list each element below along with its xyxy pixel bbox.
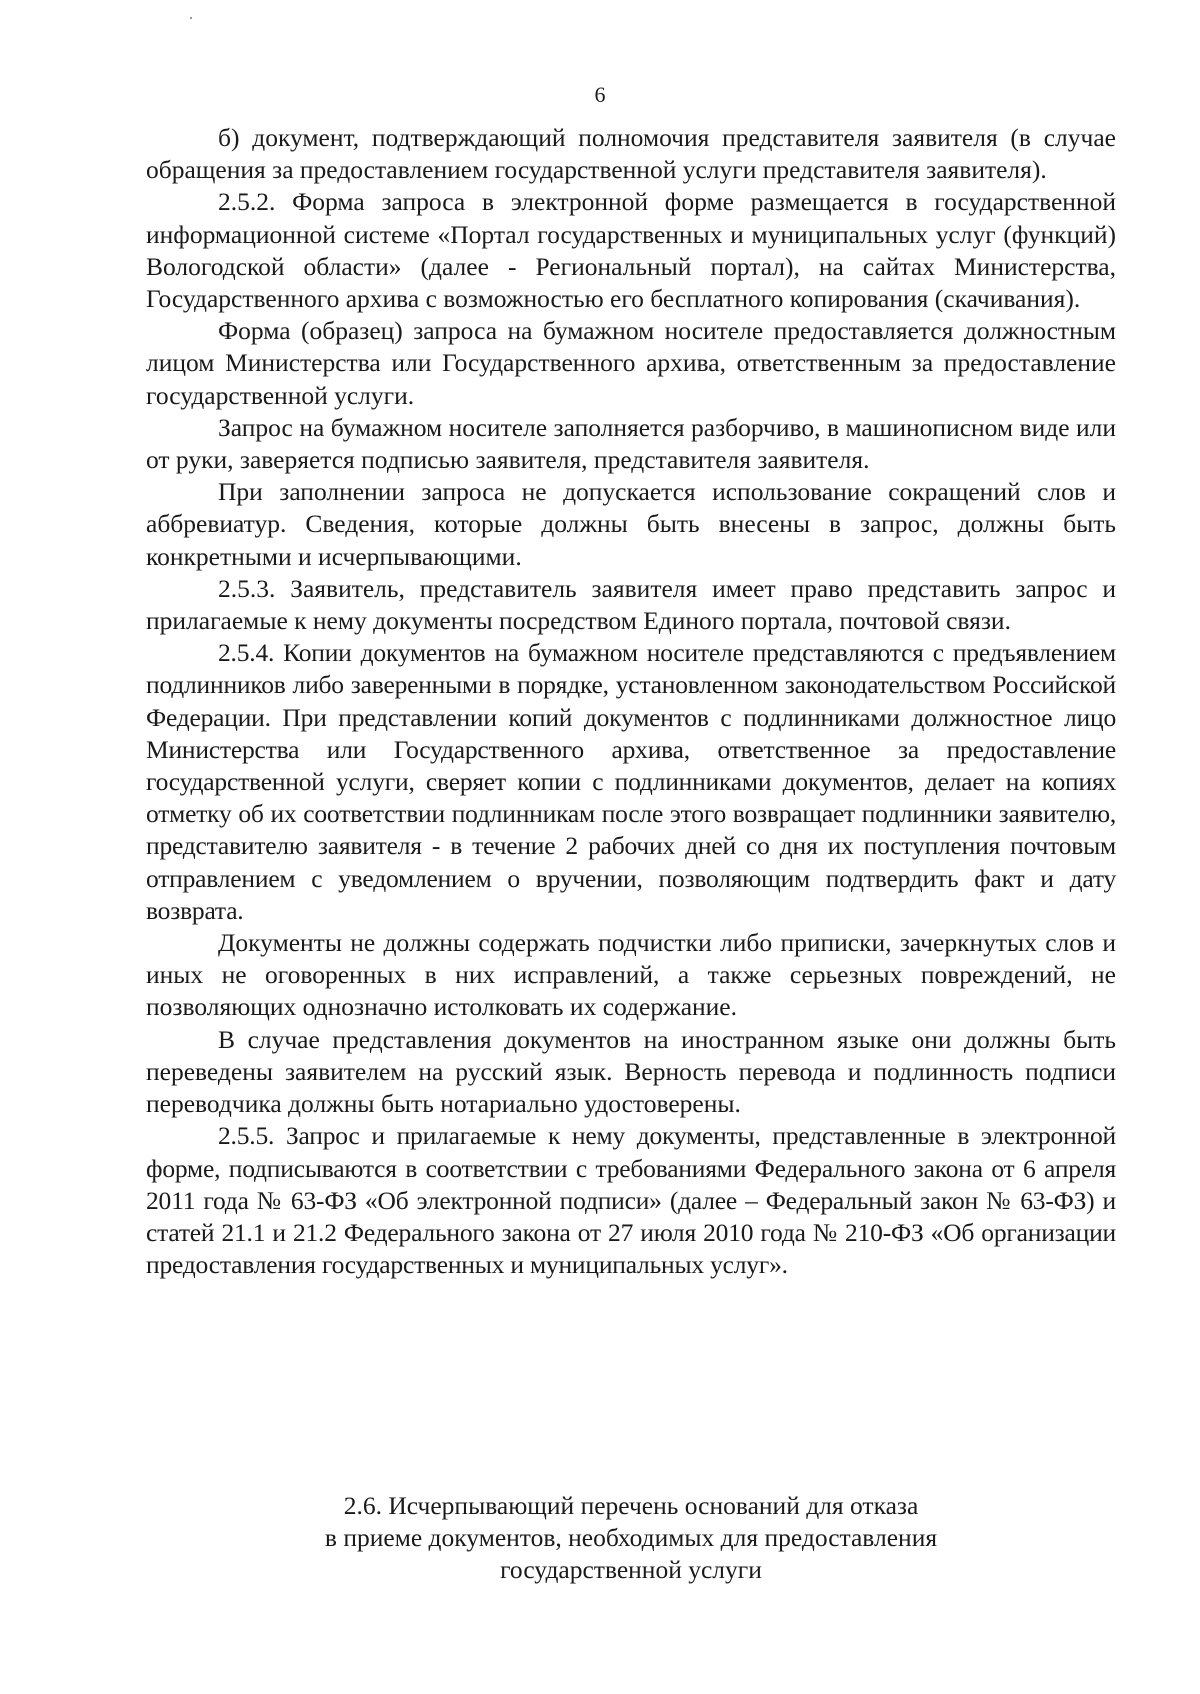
section-heading-2-6 — [146, 1490, 1116, 1586]
paragraph-2-5-2: 2.5.2. Форма запроса в электронной форме размещается в государственной информационной системе «Портал государственных и муниципальных услуг (функций) Вологодской области» (далее - Региональный портал), на сайтах Министерства, Государственного архива с возможностью его бесплатного копирования (скачивания). — [146, 187, 1116, 314]
section-heading-line: 2.6. Исчерпывающий перечень оснований для отказа — [343, 1491, 919, 1520]
paragraph-2-5-3: 2.5.3. Заявитель, представитель заявителя имеет право представить запрос и прилагаемые к нему документы посредством Единого портала, почтовой связи. — [146, 573, 1116, 636]
section-heading-line: в приеме документов, необходимых для предоставления — [324, 1523, 938, 1552]
paragraph-2-5-4: 2.5.4. Копии документов на бумажном носителе представляются с предъявлением подлинников либо заверенными в порядке, установленном законодательством Российской Федерации. При представлении копий документов с подлинниками должностное лицо Министерства или Государственного архива, ответственное за предоставление государственной услуги, сверяет копии с подлинниками документов, делает на копиях отметку об их соответствии подлинникам после этого возвращает подлинники заявителю, представителю заявителя - в течение 2 рабочих дней со дня их поступления почтовым отправлением с уведомлением о вручении, позволяющим подтвердить факт и дату возврата. — [146, 638, 1116, 925]
paragraph-paper-form: Форма (образец) запроса на бумажном носителе предоставляется должностным лицом Министерства или Государственного архива, ответственным за предоставление государственной услуги. — [146, 316, 1116, 410]
scan-speck — [190, 17, 192, 19]
section-heading-line: государственной услуги — [500, 1555, 762, 1584]
paragraph-paper-request-filling: Запрос на бумажном носителе заполняется разборчиво, в машинописном виде или от руки, заверяется подписью заявителя, представителя заявителя. — [146, 412, 1116, 475]
paragraph-no-abbreviations: При заполнении запроса не допускается использование сокращений слов и аббревиатур. Сведения, которые должны быть внесены в запрос, должны быть конкретными и исчерпывающими. — [146, 477, 1116, 571]
paragraph-b-representative-document: б) документ, подтверждающий полномочия представителя заявителя (в случае обращения за предоставлением государственной услуги представителя заявителя). — [146, 123, 1116, 185]
paragraph-no-corrections: Документы не должны содержать подчистки либо приписки, зачеркнутых слов и иных не оговоренных в них исправлений, а также серьезных повреждений, не позволяющих однозначно истолковать их содержание. — [146, 928, 1116, 1022]
page-number: 6 — [594, 82, 606, 107]
paragraph-2-5-5: 2.5.5. Запрос и прилагаемые к нему документы, представленные в электронной форме, подписываются в соответствии с требованиями Федерального закона от 6 апреля 2011 года № 63-ФЗ «Об электронной подписи» (далее – Федеральный закон № 63-ФЗ) и статей 21.1 и 21.2 Федерального закона от 27 июля 2010 года № 210-ФЗ «Об организации предоставления государственных и муниципальных услуг». — [146, 1121, 1116, 1280]
paragraph-foreign-language: В случае представления документов на иностранном языке они должны быть переведены заявителем на русский язык. Верность перевода и подлинность подписи переводчика должны быть нотариально удостоверены. — [146, 1024, 1116, 1119]
document-body — [146, 122, 1116, 1281]
